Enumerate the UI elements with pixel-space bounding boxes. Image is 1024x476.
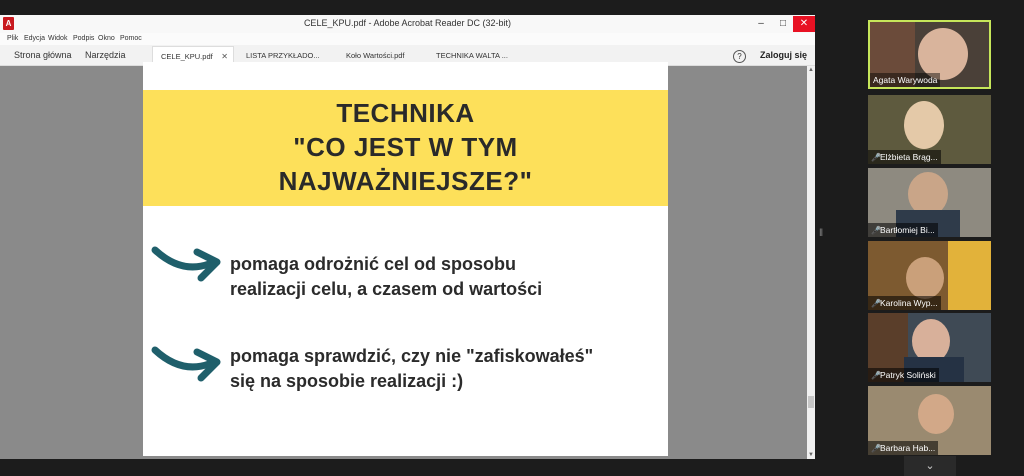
participant-tile[interactable] <box>868 241 991 310</box>
tab-label: LISTA PRZYKŁADO... <box>246 51 320 60</box>
menu-widok[interactable]: Widok <box>48 35 68 42</box>
video-feed <box>918 394 954 434</box>
nav-home[interactable]: Strona główna <box>14 50 72 60</box>
menu-okno[interactable]: Okno <box>98 35 115 42</box>
tab-label: TECHNIKA WALTA ... <box>436 51 508 60</box>
minimize-button[interactable]: – <box>758 18 764 29</box>
participant-tile[interactable] <box>868 95 991 164</box>
nav-tools[interactable]: Narzędzia <box>85 50 126 60</box>
bullet-1-line-1: pomaga odrożnić cel od sposobu <box>230 254 517 274</box>
headline-line-3: NAJWAŻNIEJSZE?" <box>278 166 533 196</box>
headline-banner <box>143 90 668 206</box>
pdf-page <box>143 62 668 456</box>
tab-close-icon[interactable]: ✕ <box>221 52 228 61</box>
login-link[interactable]: Zaloguj się <box>760 50 808 60</box>
vertical-scrollbar[interactable] <box>807 66 815 459</box>
menu-pomoc[interactable]: Pomoc <box>120 35 142 42</box>
participant-tile[interactable] <box>868 20 991 89</box>
panel-splitter[interactable]: ‖ <box>819 228 824 239</box>
acrobat-logo-icon: A <box>3 17 14 30</box>
window-background <box>948 241 991 310</box>
menu-bar <box>0 33 815 45</box>
chevron-down-icon[interactable]: ⌄ <box>904 456 956 476</box>
participant-name: Agata Warywoda <box>870 73 940 87</box>
participant-name: 🎤Bartłomiej Bi... <box>868 223 938 237</box>
participant-name: 🎤Barbara Hab... <box>868 441 938 455</box>
headline-line-1: TECHNIKA <box>336 98 475 128</box>
participant-tile[interactable] <box>868 168 991 237</box>
video-feed <box>906 257 944 299</box>
maximize-button[interactable]: □ <box>779 18 787 29</box>
scroll-up-icon[interactable]: ▲ <box>808 67 814 73</box>
bullet-2-line-2: się na sposobie realizacji :) <box>230 371 464 391</box>
window-title: CELE_KPU.pdf - Adobe Acrobat Reader DC (32-bit) <box>303 18 512 28</box>
mic-muted-icon: 🎤 <box>871 371 881 380</box>
video-feed <box>904 101 944 149</box>
menu-edycja[interactable]: Edycja <box>24 35 46 42</box>
bullet-2 <box>230 344 660 394</box>
close-button[interactable]: ✕ <box>793 16 815 32</box>
scroll-down-icon[interactable]: ▼ <box>808 452 814 458</box>
title-bar <box>0 15 815 33</box>
bullet-2-line-1: pomaga sprawdzić, czy nie "zafiskowałeś" <box>230 346 594 366</box>
bullet-1-line-2: realizacji celu, a czasem od wartości <box>230 279 543 299</box>
headline-line-2: "CO JEST W TYM <box>293 132 518 162</box>
tab-label: Koło Wartości.pdf <box>346 51 405 60</box>
participant-tile[interactable] <box>868 313 991 382</box>
mic-muted-icon: 🎤 <box>871 153 881 162</box>
curved-arrow-icon <box>151 244 221 286</box>
participant-tile[interactable] <box>868 386 991 455</box>
mic-muted-icon: 🎤 <box>871 444 881 453</box>
participant-name: 🎤Karolina Wyp... <box>868 296 941 310</box>
menu-plik[interactable]: Plik <box>7 35 19 42</box>
curved-arrow-icon <box>151 344 221 386</box>
mic-muted-icon: 🎤 <box>871 226 881 235</box>
tab-label: CELE_KPU.pdf <box>161 52 213 61</box>
menu-podpis[interactable]: Podpis <box>73 35 95 42</box>
participant-name: 🎤Patryk Soliński <box>868 368 939 382</box>
bullet-1 <box>230 252 660 302</box>
participant-name: 🎤Elżbieta Brąg... <box>868 150 941 164</box>
scroll-thumb[interactable] <box>808 396 814 408</box>
mic-muted-icon: 🎤 <box>871 299 881 308</box>
help-icon[interactable]: ? <box>733 50 746 63</box>
